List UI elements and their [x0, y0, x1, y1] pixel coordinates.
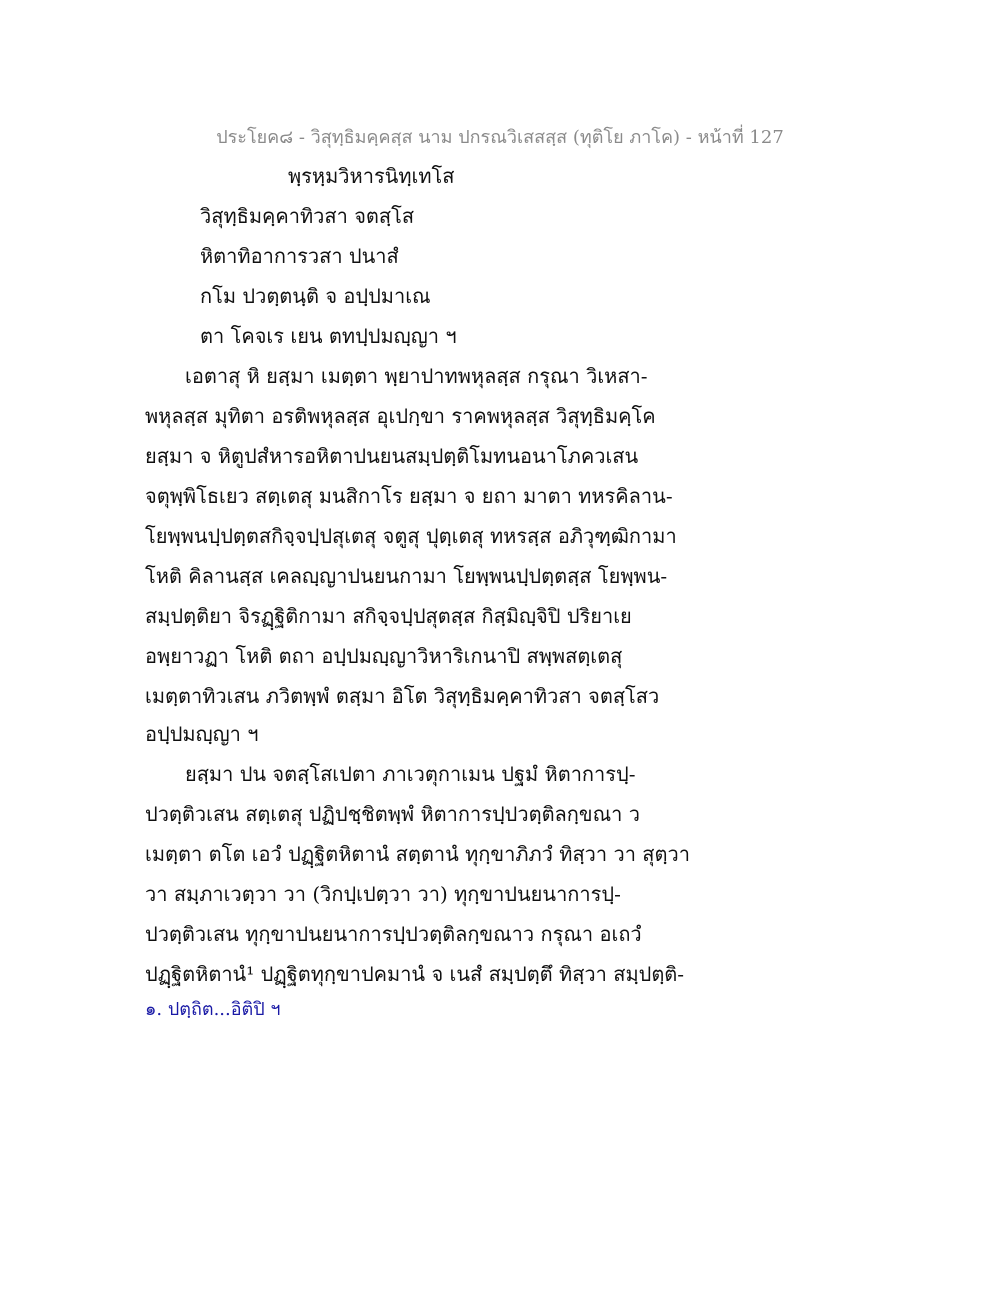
- paragraph-line: พหุลสฺส มุทิตา อรติพหุลสฺส อุเปกฺขา ราคพหุลสฺส วิสุทฺธิมคฺโค: [145, 404, 656, 428]
- verse-line: วิสุทฺธิมคฺคาทิวสา จตสฺโส: [200, 204, 415, 228]
- verse-line: หิตาทิอาการวสา ปนาสํ: [200, 244, 399, 268]
- paragraph-line: โหติ คิลานสฺส เคลญฺญาปนยนกามา โยพฺพนปฺปตฺตสฺส โยพฺพน-: [145, 564, 668, 588]
- verse-line: ตา โคจเร เยน ตทปฺปมญฺญา ฯ: [200, 324, 457, 348]
- paragraph-line: วา สมฺภาเวตฺวา วา (วิกปฺเปตฺวา วา) ทุกฺขาปนยนาการปฺ-: [145, 882, 621, 906]
- paragraph-line: ปวตฺติวเสน สตฺเตสุ ปฏิปชฺชิตพฺพํ หิตาการปฺปวตฺติลกฺขณา ว: [145, 802, 640, 826]
- verse-line: กโม ปวตฺตนฺติ จ อปฺปมาเณ: [200, 284, 431, 308]
- paragraph-line: โยพฺพนปฺปตฺตสกิจฺจปฺปสุเตสุ จตูสุ ปุตฺเตสุ ทหรสฺส อภิวุฑฺฒิกามา: [145, 524, 677, 548]
- paragraph-line: สมฺปตฺติยา จิรฏฺฐิติกามา สกิจฺจปฺปสุตสฺส กิสฺมิญฺจิปิ ปริยาเย: [145, 604, 632, 628]
- paragraph-line: จตุพฺพิโธเยว สตฺเตสุ มนสิกาโร ยสฺมา จ ยถา มาตา ทหรคิลาน-: [145, 484, 673, 508]
- paragraph-line: ยสฺมา ปน จตสฺโสเปตา ภาเวตุกาเมน ปฐมํ หิตาการปฺ-: [185, 762, 636, 786]
- footnote: ๑. ปตฺถิต...อิติปิ ฯ: [145, 999, 281, 1020]
- paragraph-line: เมตฺตา ตโต เอวํ ปฏฺฐิตหิตานํ สตฺตานํ ทุกฺขาภิภวํ ทิสฺวา วา สุตฺวา: [145, 842, 690, 866]
- paragraph-line: ปฏฺฐิตหิตานํ¹ ปฏฺฐิตทุกฺขาปคมานํ จ เนสํ สมฺปตฺตึ ทิสฺวา สมฺปตฺติ-: [145, 962, 685, 986]
- page-header: ประโยค๘ - วิสุทฺธิมคฺคสฺส นาม ปกรณวิเสสสฺส (ทุติโย ภาโค) - หน้าที่ 127: [216, 127, 784, 148]
- paragraph-line: เมตฺตาทิวเสน ภวิตพฺพํ ตสฺมา อิโต วิสุทฺธิมคฺคาทิวสา จตสฺโสว: [145, 684, 660, 708]
- paragraph-line: อปฺปมญฺญา ฯ: [145, 722, 259, 746]
- section-title: พฺรหฺมวิหารนิทฺเทโส: [288, 164, 455, 188]
- paragraph-line: อพฺยาวฏา โหติ ตถา อปฺปมญฺญาวิหาริเกนาปิ สพฺพสตฺเตสุ: [145, 644, 623, 668]
- paragraph-line: ปวตฺติวเสน ทุกฺขาปนยนาการปฺปวตฺติลกฺขณาว กรุณา อเถวํ: [145, 922, 642, 946]
- paragraph-line: ยสฺมา จ หิตูปสํหารอหิตาปนยนสมฺปตฺติโมทนอนาโภควเสน: [145, 444, 639, 468]
- paragraph-line: เอตาสุ หิ ยสฺมา เมตฺตา พฺยาปาทพหุลสฺส กรุณา วิเหสา-: [185, 364, 648, 388]
